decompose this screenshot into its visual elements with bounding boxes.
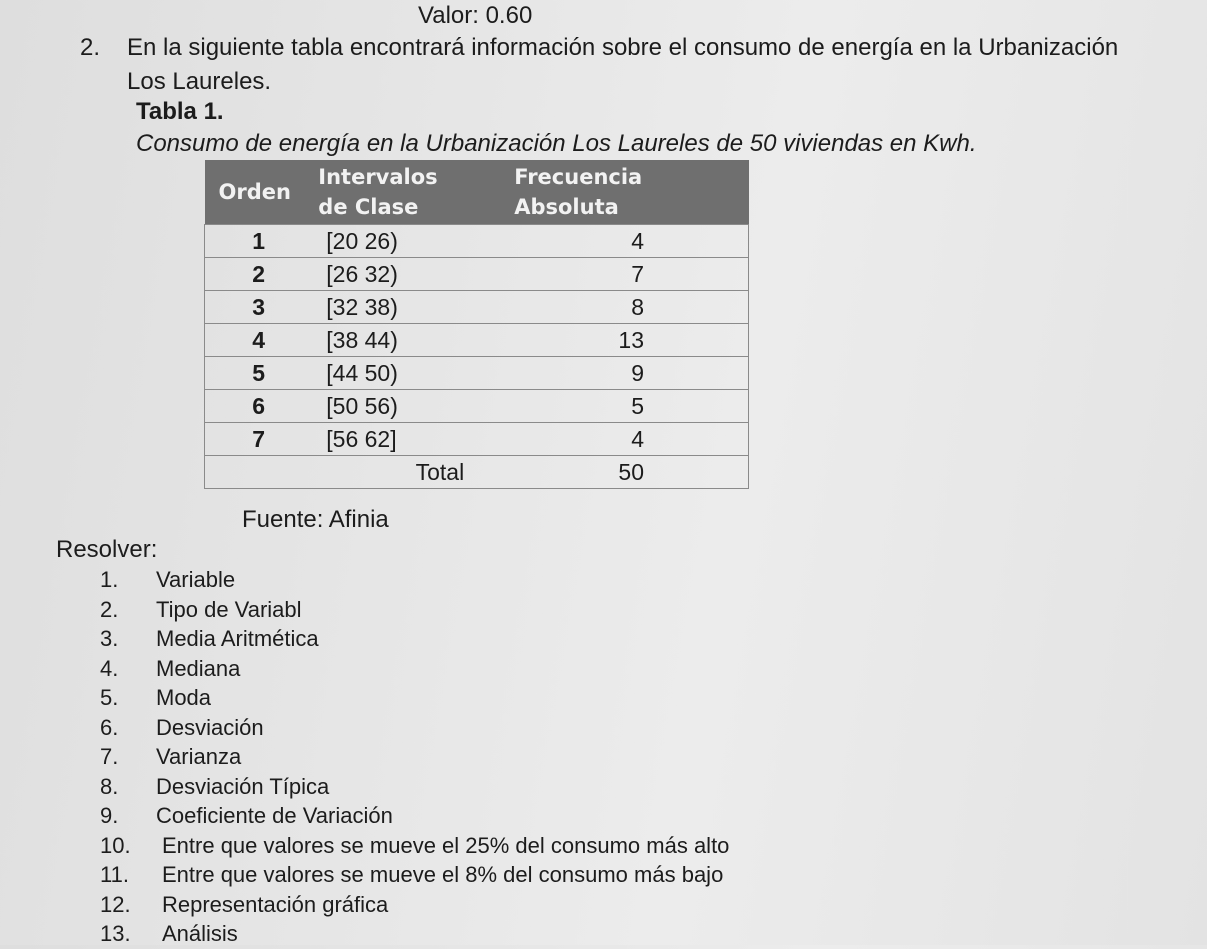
header-orden: Orden bbox=[205, 160, 313, 225]
list-item: 1. Variable bbox=[100, 567, 236, 592]
cell-frecuencia: 9 bbox=[484, 357, 748, 390]
header-frecuencia: Frecuencia Absoluta bbox=[484, 160, 748, 225]
cell-orden: 6 bbox=[205, 390, 313, 423]
valor-label: Valor: 0.60 bbox=[418, 2, 533, 29]
cell-frecuencia: 4 bbox=[484, 225, 748, 258]
question-text-line1: En la siguiente tabla encontrará información sobre el consumo de energía en la Urbanización bbox=[127, 34, 1119, 61]
list-item: 7. Varianza bbox=[100, 744, 242, 769]
cell-intervalo: [32 38) bbox=[312, 291, 484, 324]
cell-intervalo: [56 62] bbox=[312, 423, 484, 456]
total-label: Total bbox=[312, 456, 484, 489]
list-item: 9. Coeficiente de Variación bbox=[100, 803, 393, 828]
cell-orden: 5 bbox=[205, 357, 313, 390]
cell-intervalo: [26 32) bbox=[312, 258, 484, 291]
table-total-row bbox=[205, 456, 749, 489]
cell-orden: 1 bbox=[205, 225, 313, 258]
table-row bbox=[205, 324, 749, 357]
total-value: 50 bbox=[484, 456, 748, 489]
cell-orden: 7 bbox=[205, 423, 313, 456]
resolver-title: Resolver: bbox=[56, 536, 158, 563]
header-intervalos: Intervalos de Clase bbox=[312, 160, 484, 225]
cell-empty bbox=[205, 456, 313, 489]
list-item: 5. Moda bbox=[100, 685, 212, 710]
cell-intervalo: [38 44) bbox=[312, 324, 484, 357]
cell-intervalo: [44 50) bbox=[312, 357, 484, 390]
cell-frecuencia: 4 bbox=[484, 423, 748, 456]
resolver-list bbox=[100, 565, 729, 949]
table-label: Tabla 1. bbox=[136, 98, 224, 125]
list-item: 3. Media Aritmética bbox=[100, 626, 319, 651]
list-item: 6. Desviación bbox=[100, 714, 264, 740]
list-item: 12. Representación gráfica bbox=[100, 891, 389, 917]
table-row bbox=[205, 357, 749, 390]
list-item: 4. Mediana bbox=[100, 655, 241, 681]
table-row bbox=[205, 390, 749, 423]
table-source: Fuente: Afinia bbox=[242, 506, 389, 533]
cell-frecuencia: 13 bbox=[484, 324, 748, 357]
question-text-line2: Los Laureles. bbox=[127, 68, 272, 95]
list-item: 8. Desviación Típica bbox=[100, 773, 330, 799]
table-row bbox=[205, 225, 749, 258]
question-number: 2. bbox=[80, 34, 101, 61]
list-item: 2. Tipo de Variabl bbox=[100, 596, 302, 622]
table-row bbox=[205, 291, 749, 324]
cell-orden: 3 bbox=[205, 291, 313, 324]
cell-frecuencia: 5 bbox=[484, 390, 748, 423]
list-item: 10. Entre que valores se mueve el 25% del consumo más alto bbox=[100, 832, 730, 858]
list-item: 11. Entre que valores se mueve el 8% del consumo más bajo bbox=[100, 862, 724, 887]
table-row bbox=[205, 258, 749, 291]
cell-frecuencia: 8 bbox=[484, 291, 748, 324]
cell-intervalo: [50 56) bbox=[312, 390, 484, 423]
list-item: 13. Análisis bbox=[100, 921, 238, 946]
energy-table bbox=[204, 160, 749, 489]
table-header-row bbox=[205, 160, 749, 225]
table-row bbox=[205, 423, 749, 456]
cell-orden: 4 bbox=[205, 324, 313, 357]
table-caption: Consumo de energía en la Urbanización Los Laureles de 50 viviendas en Kwh. bbox=[136, 130, 977, 157]
cell-intervalo: [20 26) bbox=[312, 225, 484, 258]
cell-frecuencia: 7 bbox=[484, 258, 748, 291]
cell-orden: 2 bbox=[205, 258, 313, 291]
